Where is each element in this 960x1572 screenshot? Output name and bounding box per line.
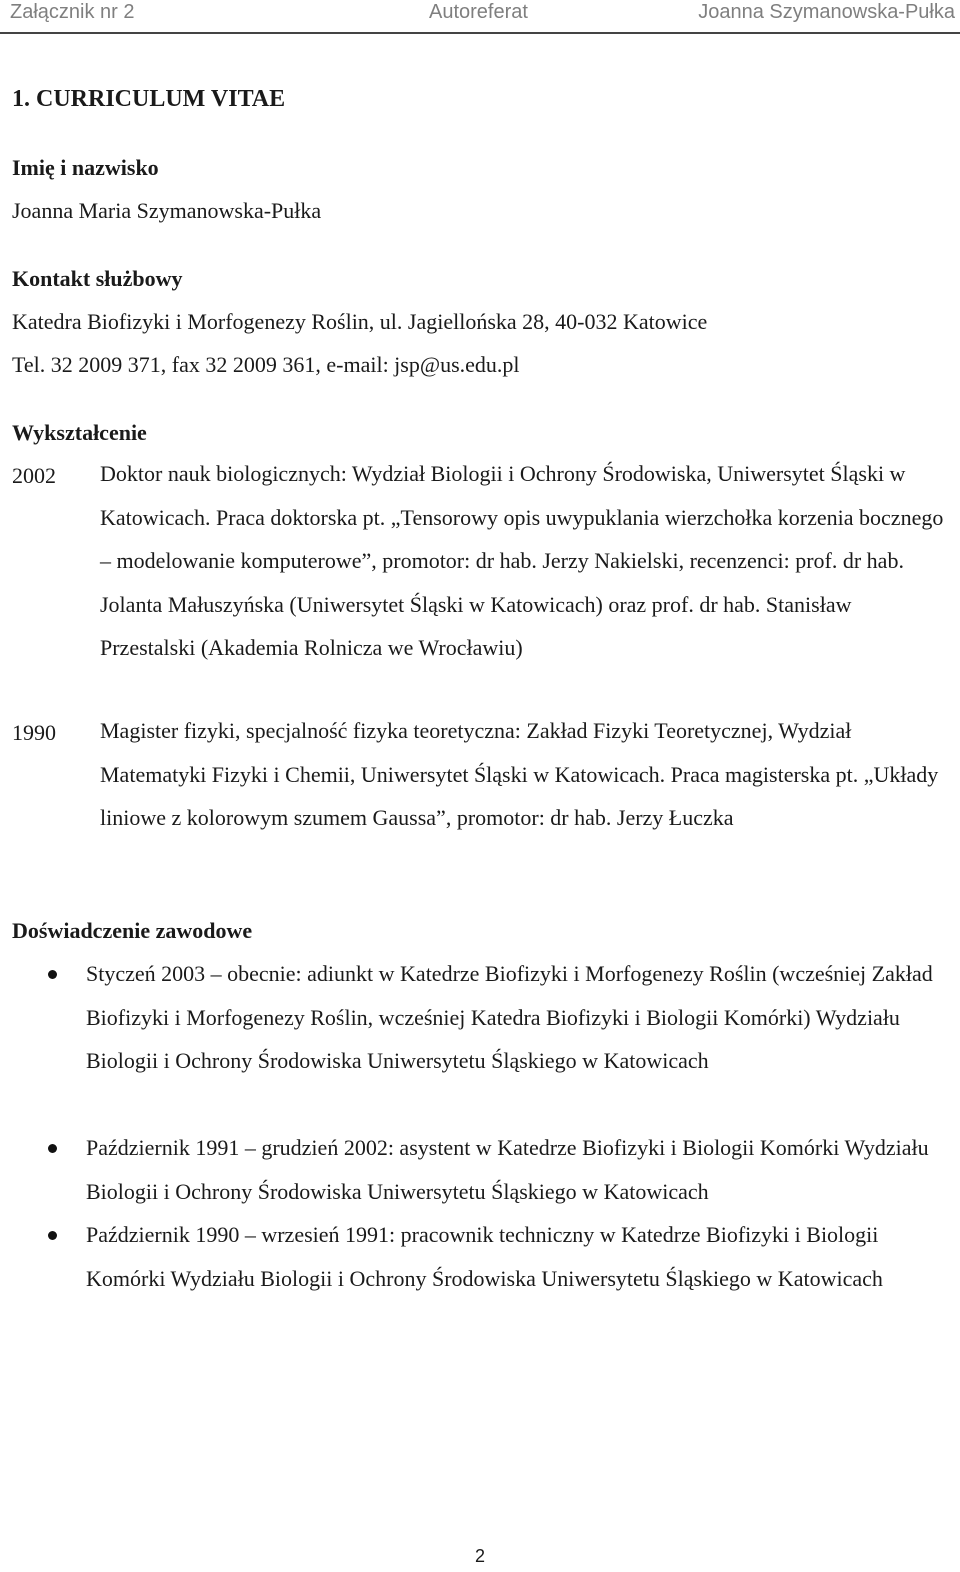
contact-heading: Kontakt służbowy xyxy=(12,266,183,291)
experience-item: Styczeń 2003 – obecnie: adiunkt w Katedrze Biofizyki i Morfogenezy Roślin (wcześniej Zakład Biofizyki i Morfogenezy Roślin, wcześniej Katedra Biofizyki i Biologii Komórki) Wydziału Biologii i Ochrony Środowiska Uniwersytetu Śląskiego w Katowicach xyxy=(86,961,933,1073)
page-header xyxy=(0,0,960,30)
experience-item: Październik 1990 – wrzesień 1991: pracownik techniczny w Katedrze Biofizyki i Biologii Komórki Wydziału Biologii i Ochrony Środowiska Uniwersytetu Śląskiego w Katowicach xyxy=(86,1222,883,1291)
contact-address: Katedra Biofizyki i Morfogenezy Roślin, ul. Jagiellońska 28, 40-032 Katowice xyxy=(12,309,708,334)
bullet-icon xyxy=(48,1231,57,1240)
name-value: Joanna Maria Szymanowska-Pułka xyxy=(12,198,322,223)
education-text-1990: Magister fizyki, specjalność fizyka teoretyczna: Zakład Fizyki Teoretycznej, Wydział Matematyki Fizyki i Chemii, Uniwersytet Śląski w Katowicach. Praca magisterska pt. „Układy liniowe z kolorowym szumem Gaussa”, promotor: dr hab. Jerzy Łuczka xyxy=(100,718,939,830)
header-left: Załącznik nr 2 xyxy=(10,1,135,23)
name-heading: Imię i nazwisko xyxy=(12,155,159,180)
education-year-2002: 2002 xyxy=(12,463,56,488)
header-divider xyxy=(0,32,960,34)
experience-heading: Doświadczenie zawodowe xyxy=(12,918,253,943)
education-year-1990: 1990 xyxy=(12,720,56,745)
header-center: Autoreferat xyxy=(429,1,528,23)
header-right: Joanna Szymanowska-Pułka xyxy=(698,1,955,23)
education-text-2002: Doktor nauk biologicznych: Wydział Biologii i Ochrony Środowiska, Uniwersytet Śląski w Katowicach. Praca doktorska pt. „Tensorowy opis uwypuklania wierzchołka korzenia bocznego – modelowanie komputerowe”, promotor: dr hab. Jerzy Nakielski, recenzenci: prof. dr hab. Jolanta Małuszyńska (Uniwersytet Śląski w Katowicach) oraz prof. dr hab. Stanisław Przestalski (Akademia Rolnicza we Wrocławiu) xyxy=(100,461,944,660)
contact-phone: Tel. 32 2009 371, fax 32 2009 361, e-mail: jsp@us.edu.pl xyxy=(12,352,520,377)
page-number: 2 xyxy=(474,1546,485,1566)
education-heading: Wykształcenie xyxy=(12,420,147,445)
bullet-icon xyxy=(48,970,57,979)
experience-item: Październik 1991 – grudzień 2002: asystent w Katedrze Biofizyki i Biologii Komórki Wydziału Biologii i Ochrony Środowiska Uniwersytetu Śląskiego w Katowicach xyxy=(86,1135,929,1204)
bullet-icon xyxy=(48,1144,57,1153)
page-title: 1. CURRICULUM VITAE xyxy=(12,86,286,112)
